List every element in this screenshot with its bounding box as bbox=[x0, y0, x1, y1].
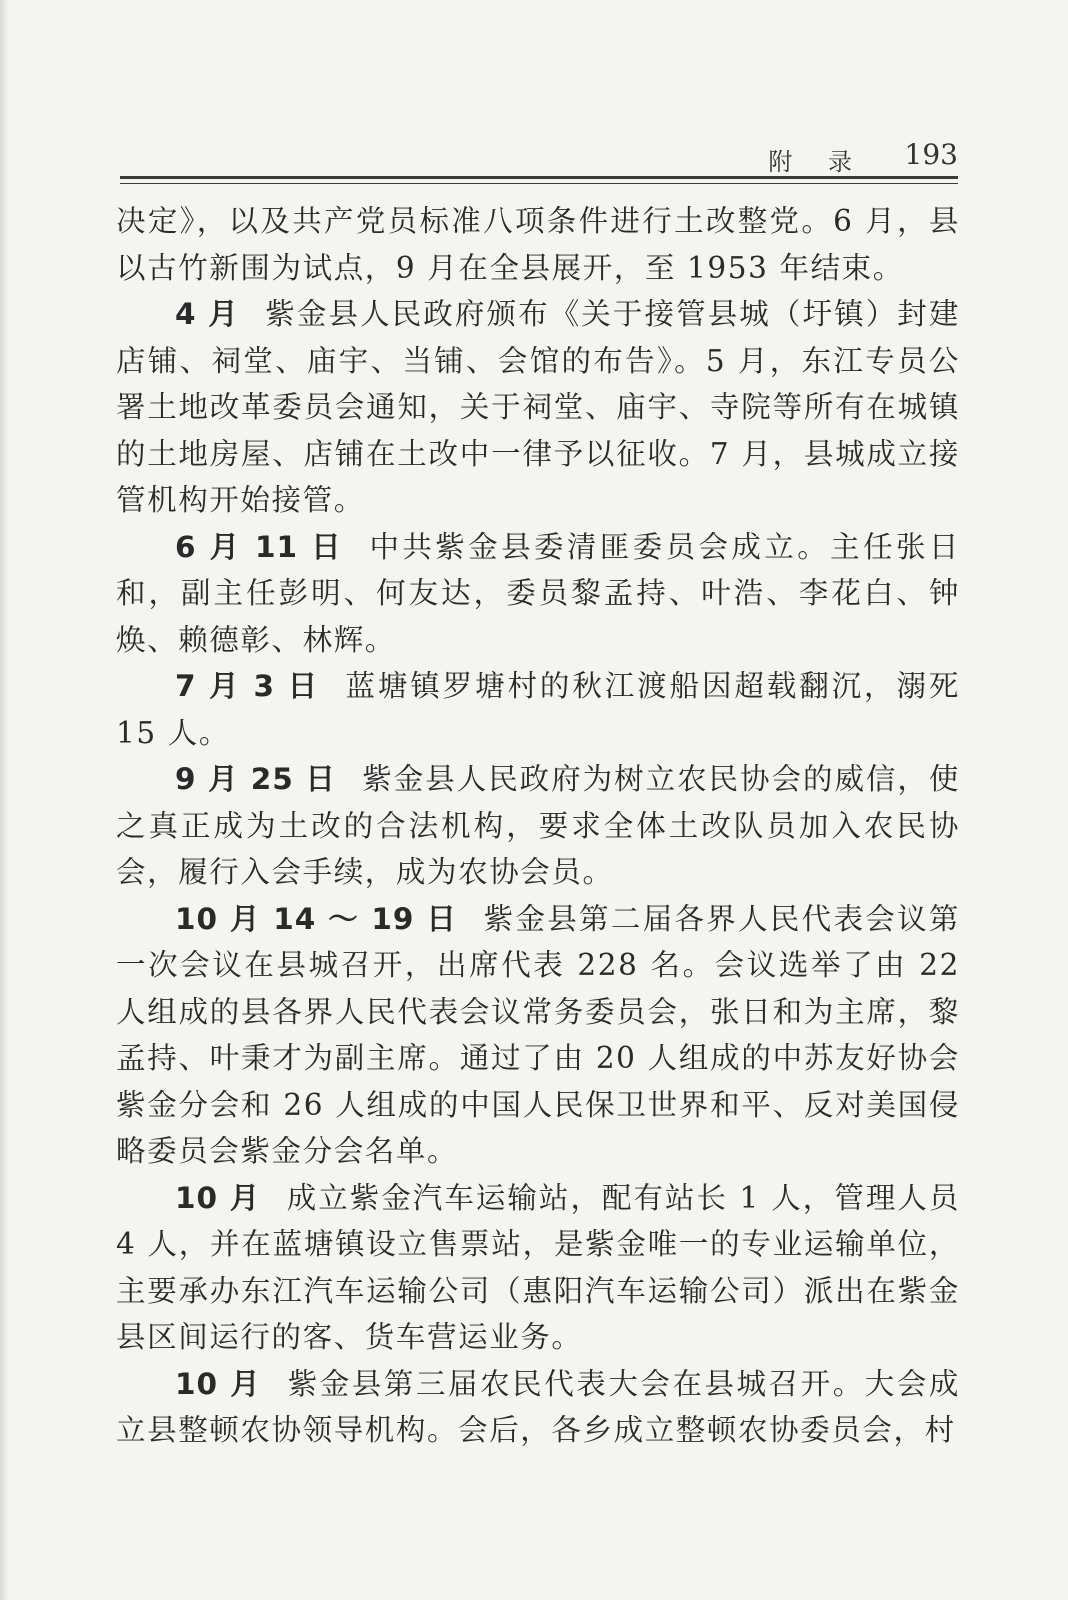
header-section-title: 附 录 bbox=[768, 148, 866, 176]
entry-paragraph bbox=[116, 1175, 960, 1361]
entry-date: 4 月 bbox=[175, 297, 240, 331]
entry-paragraph bbox=[116, 1361, 960, 1454]
entry-date: 10 月 14 ～ 19 日 bbox=[175, 901, 458, 936]
entry-date: 7 月 3 日 bbox=[175, 669, 320, 703]
paragraph-continued bbox=[116, 198, 960, 291]
entry-paragraph bbox=[116, 896, 960, 1175]
page-number: 193 bbox=[904, 138, 958, 171]
body-text bbox=[116, 198, 960, 1454]
entry-paragraph bbox=[116, 524, 960, 664]
entry-date: 10 月 bbox=[175, 1180, 261, 1215]
entry-text: 紫金县人民政府为树立农民协会的威信，使之真正成为土改的合法机构，要求全体土改队员加入农民协会，履行入会手续，成为农协会员。 bbox=[116, 762, 960, 889]
header-rule-thick bbox=[120, 176, 958, 179]
running-header bbox=[120, 138, 958, 178]
entry-paragraph bbox=[116, 756, 960, 896]
entry-text: 中共紫金县委清匪委员会成立。主任张日和，副主任彭明、何友达，委员黎孟持、叶浩、李花白、钟焕、赖德彰、林辉。 bbox=[116, 529, 960, 657]
entry-date: 9 月 25 日 bbox=[175, 762, 337, 796]
entry-date: 10 月 bbox=[175, 1366, 262, 1401]
entry-text: 紫金县人民政府颁布《关于接管县城（圩镇）封建店铺、祠堂、庙宇、当铺、会馆的布告》。5 月，东江专员公署土地改革委员会通知，关于祠堂、庙宇、寺院等所有在城镇的土地房屋、店铺在土改中一律予以征收。7 月，县城成立接管机构开始接管。 bbox=[116, 297, 960, 517]
page-gutter-shadow bbox=[0, 0, 8, 1600]
entry-date: 6 月 11 日 bbox=[175, 529, 344, 564]
paragraph-text: 决定》，以及共产党员标准八项条件进行土改整党。6 月，县以古竹新围为试点，9 月在全县展开，至 1953 年结束。 bbox=[116, 204, 960, 285]
entry-text: 成立紫金汽车运输站，配有站长 1 人，管理人员 4 人，并在蓝塘镇设立售票站，是紫金唯一的专业运输单位，主要承办东江汽车运输公司（惠阳汽车运输公司）派出在紫金县区间运行的客、货车营运业务。 bbox=[116, 1180, 960, 1354]
entry-paragraph bbox=[116, 291, 960, 524]
entry-paragraph bbox=[116, 663, 960, 756]
header-rule-thin bbox=[120, 183, 958, 184]
entry-text: 紫金县第三届农民代表大会在县城召开。大会成立县整顿农协领导机构。会后，各乡成立整顿农协委员会，村 bbox=[116, 1366, 960, 1447]
entry-text: 蓝塘镇罗塘村的秋江渡船因超载翻沉，溺死 15 人。 bbox=[116, 669, 960, 750]
entry-text: 紫金县第二届各界人民代表会议第一次会议在县城召开，出席代表 228 名。会议选举了由 22 人组成的县各界人民代表会议常务委员会，张日和为主席，黎孟持、叶秉才为副主席。通过了由 20 人组成的中苏友好协会紫金分会和 26 人组成的中国人民保卫世界和平、反对美国侵略委员会紫金分会名单。 bbox=[116, 901, 960, 1168]
